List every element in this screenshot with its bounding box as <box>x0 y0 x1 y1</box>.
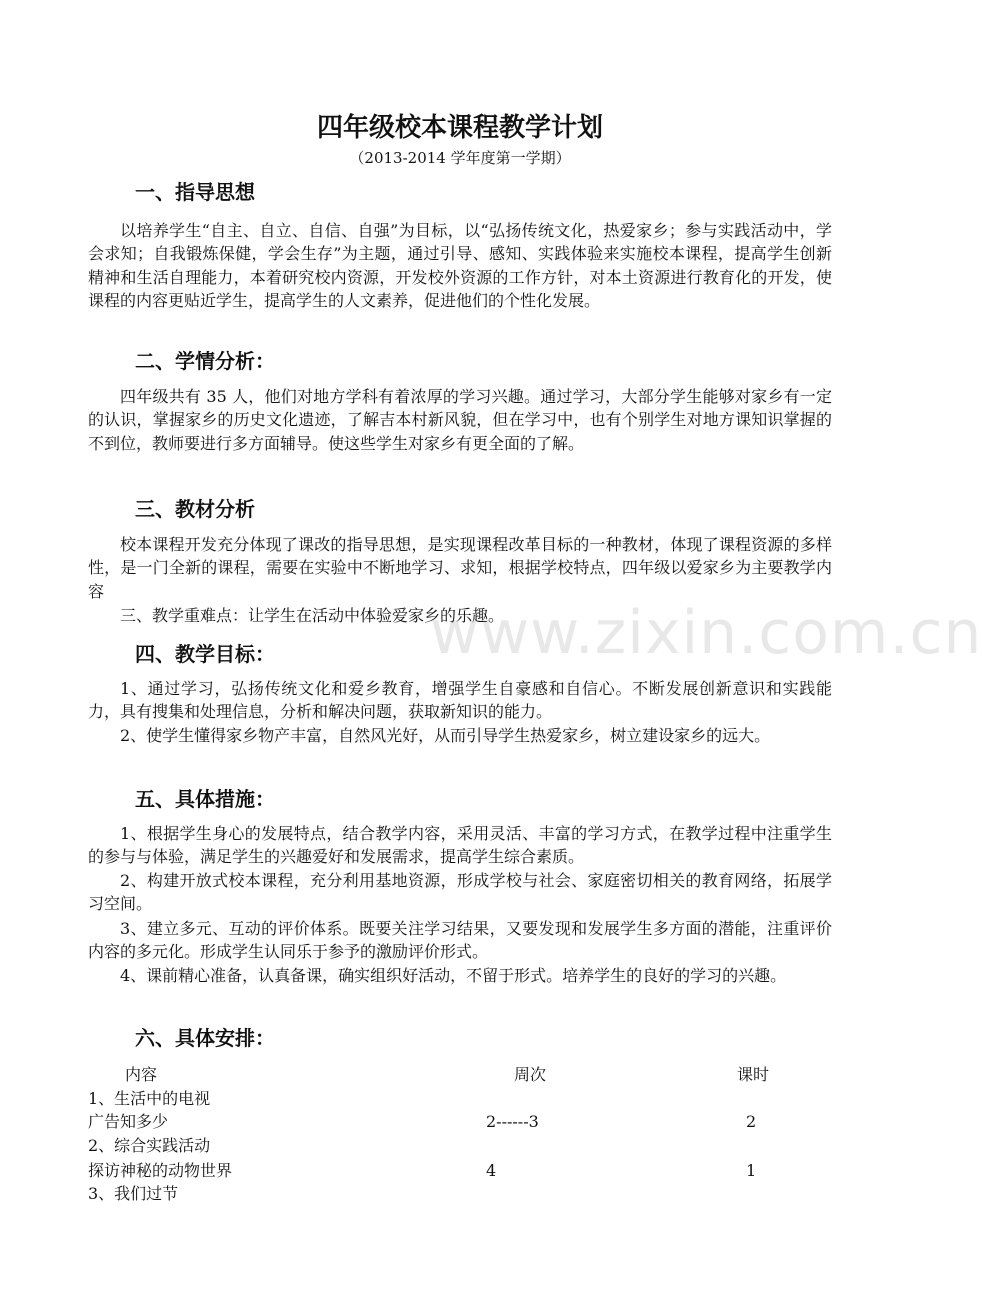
section-paragraph: 2、使学生懂得家乡物产丰富，自然风光好，从而引导学生热爱家乡，树立建设家乡的远大。 <box>120 726 771 745</box>
table-cell-content: 1、生活中的电视 <box>88 1089 211 1108</box>
table-cell-content: 2、综合实践活动 <box>88 1136 211 1155</box>
section-heading-student-analysis: 二、学情分析： <box>135 349 275 373</box>
table-cell-hours: 2 <box>746 1112 757 1131</box>
table-header-hours: 课时 <box>737 1065 770 1084</box>
section-heading-specific-arrangement: 六、具体安排： <box>135 1026 275 1050</box>
section-heading-guiding-ideology: 一、指导思想 <box>135 180 255 204</box>
table-cell-content: 3、我们过节 <box>88 1184 179 1203</box>
document-subtitle: （2013-2014 学年度第一学期） <box>349 149 571 167</box>
section-paragraph: 三、教学重难点：让学生在活动中体验爱家乡的乐趣。 <box>120 606 505 625</box>
section-paragraph: 4、课前精心准备，认真备课，确实组织好活动，不留于形式。培养学生的良好的学习的兴趣。 <box>120 966 787 985</box>
watermark: www.zixin.com.cn <box>430 598 982 668</box>
section-paragraph: 校本课程开发充分体现了课改的指导思想，是实现课程改革目标的一种教材，体现了课程资源的多样性，是一门全新的课程，需要在实验中不断地学习、求知，根据学校特点，四年级以爱家乡为主要教学内容 <box>88 535 832 601</box>
table-header-week: 周次 <box>514 1065 547 1084</box>
document-title: 四年级校本课程教学计划 <box>316 113 603 143</box>
section-paragraph: 以培养学生“自主、自立、自信、自强”为目标，以“弘扬传统文化，热爱家乡；参与实践活动中，学会求知；自我锻炼保健，学会生存”为主题，通过引导、感知、实践体验来实施校本课程，提高学生创新精神和生活自理能力，本着研究校内资源，开发校外资源的工作方针，对本土资源进行教育化的开发，使课程的内容更贴近学生，提高学生的人文素养，促进他们的个性化发展。 <box>88 221 832 311</box>
table-cell-content: 探访神秘的动物世界 <box>88 1161 233 1180</box>
section-paragraph: 1、根据学生身心的发展特点，结合教学内容，采用灵活、丰富的学习方式，在教学过程中注重学生的参与与体验，满足学生的兴趣爱好和发展需求，提高学生综合素质。 <box>88 824 832 867</box>
section-heading-teaching-goals: 四、教学目标： <box>135 642 275 666</box>
section-paragraph: 3、建立多元、互动的评价体系。既要关注学习结果，又要发现和发展学生多方面的潜能，注重评价内容的多元化。形成学生认同乐于参予的激励评价形式。 <box>88 919 832 962</box>
table-cell-hours: 1 <box>746 1161 757 1180</box>
table-cell-week: 2------3 <box>486 1112 539 1131</box>
section-paragraph: 1、通过学习，弘扬传统文化和爱乡教育，增强学生自豪感和自信心。不断发展创新意识和实践能力，具有搜集和处理信息，分析和解决问题，获取新知识的能力。 <box>88 679 832 722</box>
table-cell-content: 广告知多少 <box>88 1112 169 1131</box>
section-heading-textbook-analysis: 三、教材分析 <box>135 497 255 521</box>
section-paragraph: 四年级共有 35 人，他们对地方学科有着浓厚的学习兴趣。通过学习，大部分学生能够对家乡有一定的认识，掌握家乡的历史文化遗迹，了解吉本村新风貌，但在学习中，也有个别学生对地方课知识掌握的不到位，教师要进行多方面辅导。使这些学生对家乡有更全面的了解。 <box>88 387 832 453</box>
table-header-content: 内容 <box>125 1065 158 1084</box>
table-cell-week: 4 <box>486 1161 497 1180</box>
section-paragraph: 2、构建开放式校本课程，充分利用基地资源，形成学校与社会、家庭密切相关的教育网络，拓展学习空间。 <box>88 871 832 914</box>
section-heading-specific-measures: 五、具体措施： <box>135 787 275 811</box>
